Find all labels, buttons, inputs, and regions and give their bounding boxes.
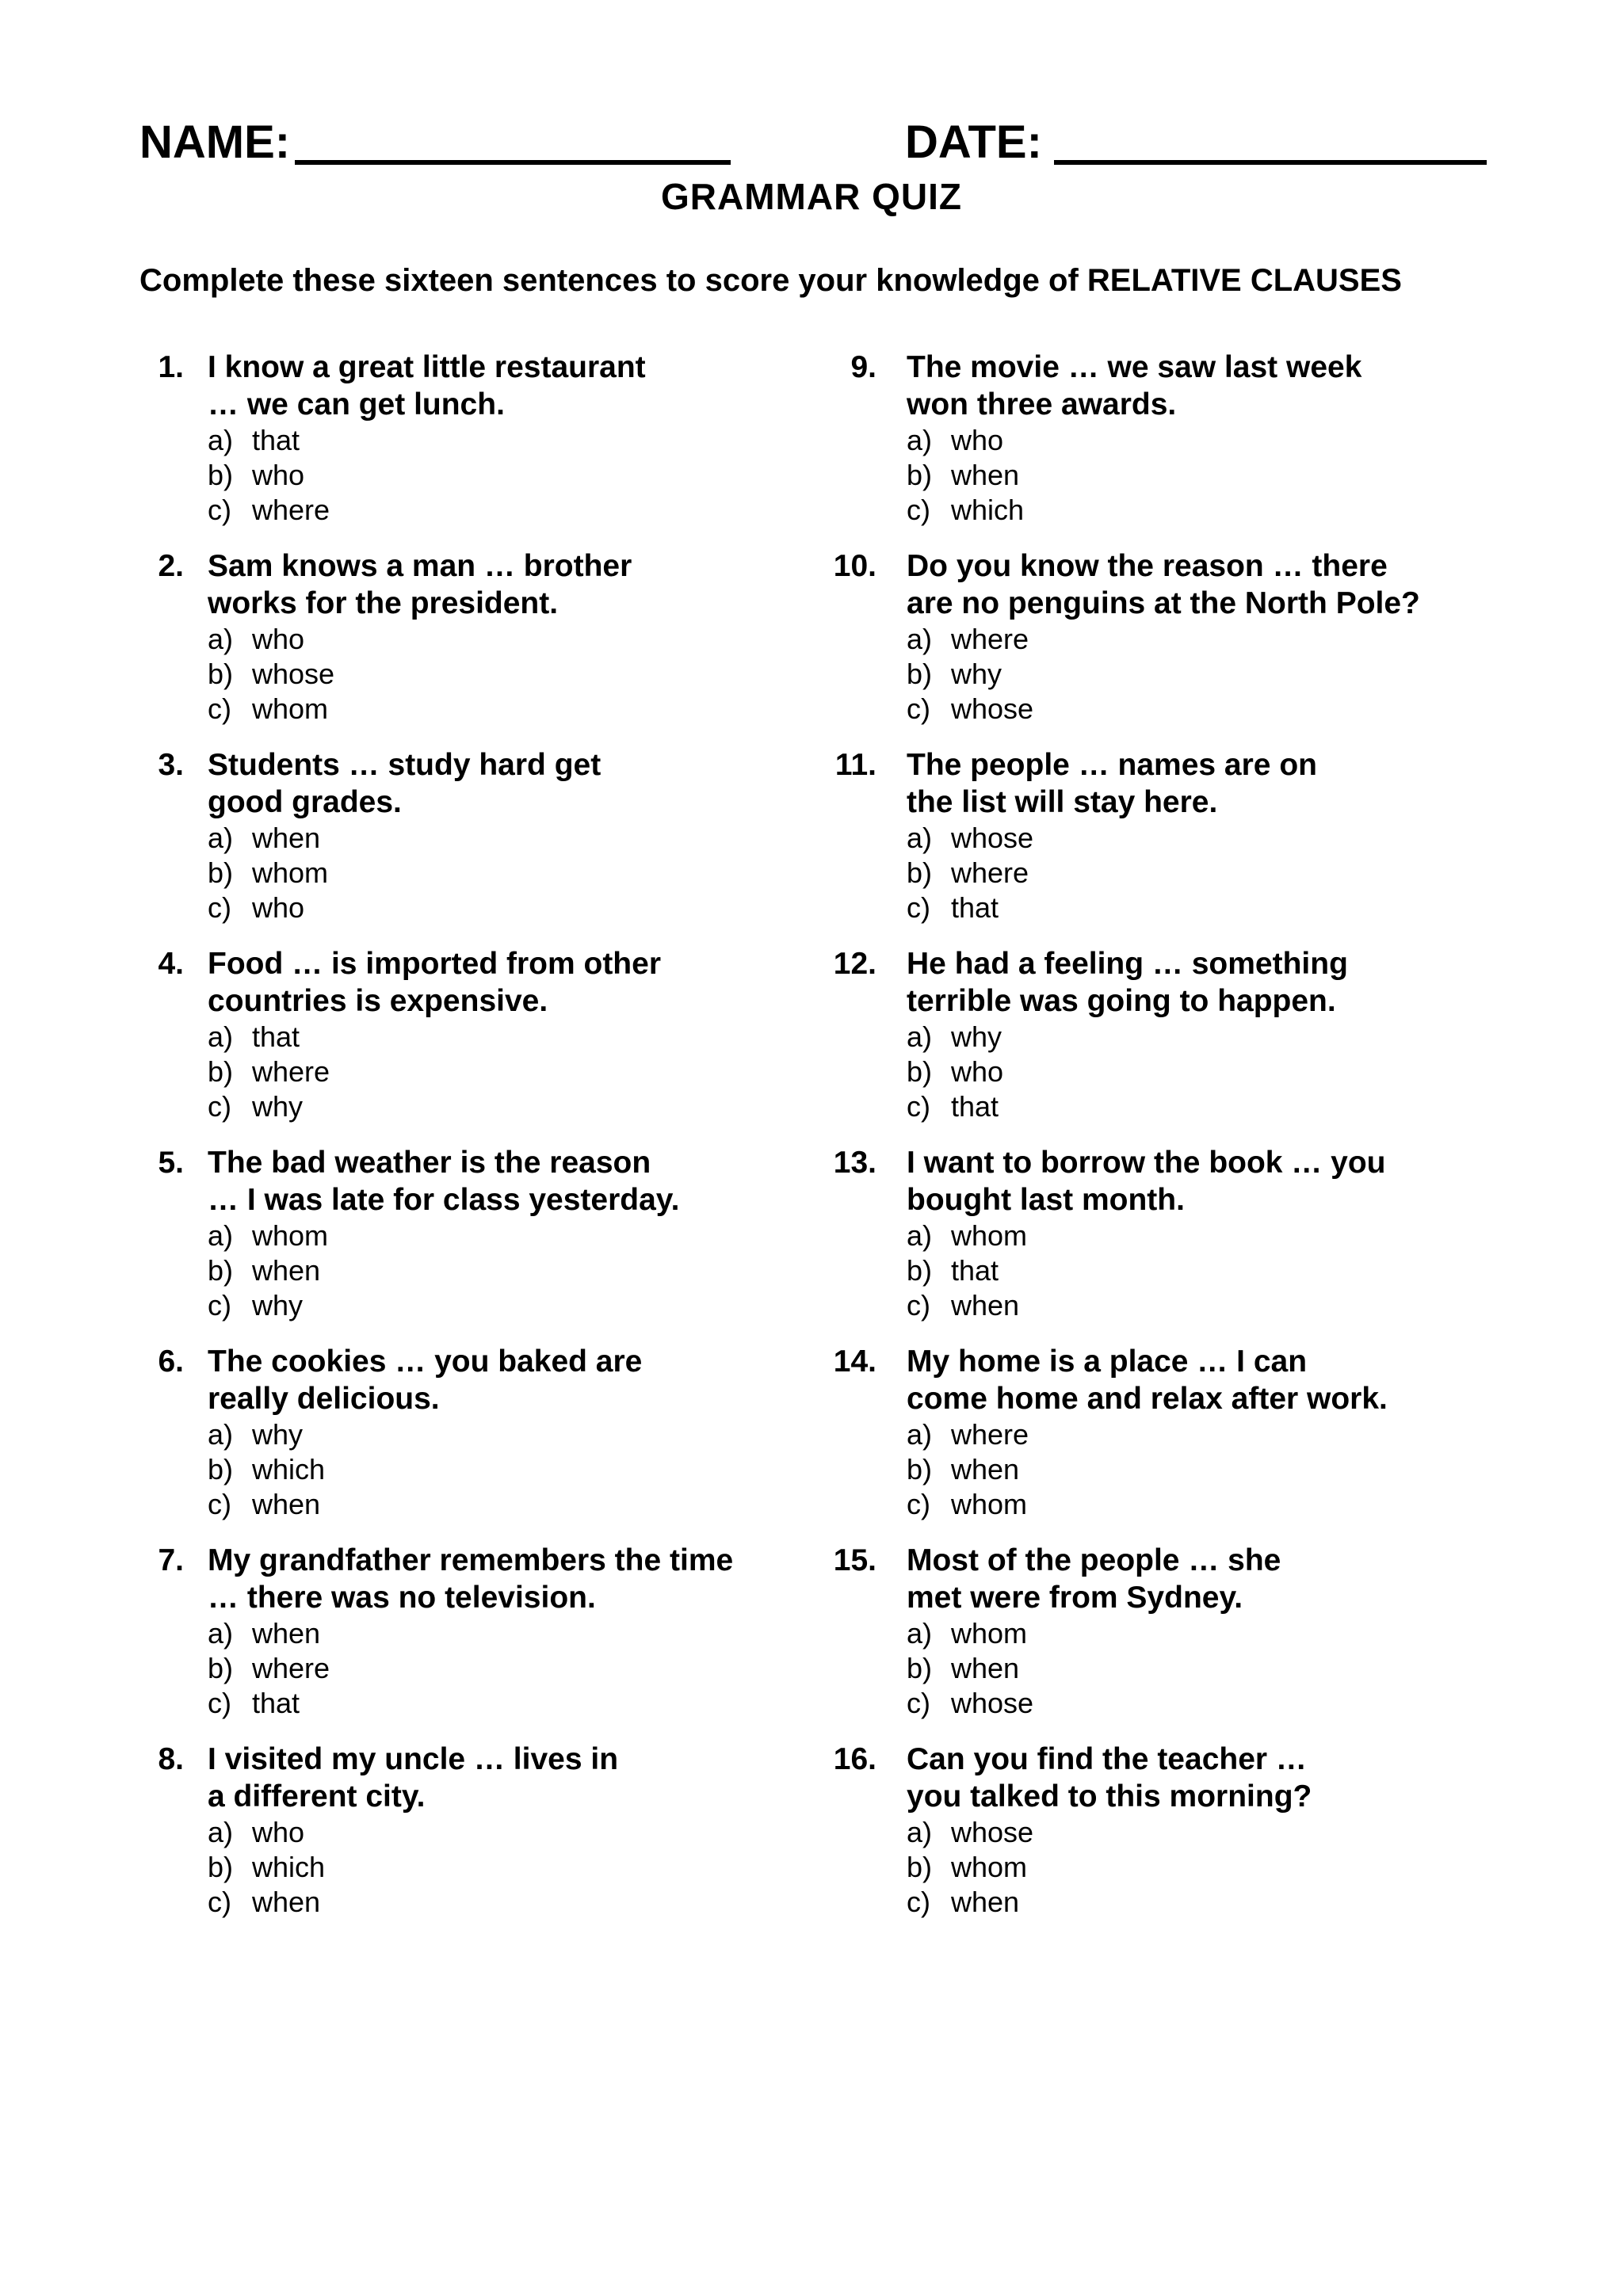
answer-option[interactable]: [907, 458, 1525, 493]
question-number: 12.: [833, 947, 876, 981]
question-text: good grades.: [208, 785, 402, 819]
question-body: [907, 1542, 1525, 1721]
option-text: when: [252, 822, 321, 854]
option-letter: a): [907, 1816, 933, 1848]
option-letter: c): [208, 1090, 231, 1123]
option-letter: c): [208, 494, 231, 526]
option-text: who: [252, 891, 305, 924]
answer-option[interactable]: [208, 1020, 810, 1055]
question-number: 7.: [158, 1543, 184, 1577]
option-text: where: [252, 1652, 330, 1684]
option-letter: b): [907, 658, 933, 690]
option-letter: c): [907, 1090, 930, 1123]
answer-option[interactable]: [208, 1686, 810, 1721]
answer-option[interactable]: [208, 458, 810, 493]
option-text: that: [252, 1020, 300, 1053]
instructions: Complete these sixteen sentences to score your knowledge of RELATIVE CLAUSES: [139, 263, 1402, 298]
question-item: [139, 1144, 805, 1343]
answer-option[interactable]: [907, 692, 1525, 727]
option-text: that: [951, 1254, 999, 1287]
option-letter: c): [208, 1289, 231, 1322]
option-text: why: [252, 1418, 304, 1451]
answer-option[interactable]: [208, 1850, 810, 1885]
option-text: who: [252, 623, 305, 655]
question-item: [139, 349, 805, 547]
option-letter: c): [208, 692, 231, 725]
option-letter: a): [208, 1418, 234, 1451]
option-letter: c): [208, 1687, 231, 1719]
question-number: 16.: [833, 1742, 876, 1776]
answer-option[interactable]: [208, 1885, 810, 1920]
option-text: whom: [252, 856, 329, 889]
option-letter: c): [907, 1886, 930, 1918]
question-number: 5.: [158, 1146, 184, 1180]
option-letter: b): [208, 459, 234, 491]
answer-option[interactable]: [208, 1616, 810, 1651]
option-text: which: [252, 1453, 326, 1486]
question-text: My home is a place … I can: [907, 1344, 1308, 1379]
option-letter: c): [907, 1488, 930, 1520]
question-body: [208, 1343, 810, 1522]
question-body: [208, 1741, 810, 1920]
question-number: 10.: [833, 549, 876, 583]
questions-column-left: [139, 349, 805, 1939]
option-letter: b): [208, 856, 234, 889]
option-text: why: [252, 1289, 304, 1322]
option-letter: b): [907, 1851, 933, 1883]
answer-option[interactable]: [208, 423, 810, 458]
question-text: The bad weather is the reason: [208, 1146, 651, 1180]
question-number: 11.: [834, 748, 876, 782]
question-text: He had a feeling … something: [907, 947, 1348, 981]
option-text: why: [951, 658, 1002, 690]
answer-option[interactable]: [208, 1253, 810, 1288]
option-text: whose: [951, 692, 1034, 725]
option-letter: a): [907, 1418, 933, 1451]
question-number: 4.: [158, 947, 184, 981]
question-body: [208, 349, 810, 528]
question-text: Food … is imported from other: [208, 947, 661, 981]
option-text: who: [951, 424, 1004, 456]
option-letter: a): [208, 1816, 234, 1848]
question-body: [907, 945, 1525, 1124]
answer-option[interactable]: [907, 1616, 1525, 1651]
answer-option[interactable]: [907, 1686, 1525, 1721]
option-letter: a): [208, 1617, 234, 1650]
option-text: when: [252, 1254, 321, 1287]
question-text: are no penguins at the North Pole?: [907, 586, 1420, 620]
question-text: Can you find the teacher …: [907, 1742, 1307, 1776]
date-blank-line[interactable]: [1054, 160, 1487, 165]
option-text: whom: [252, 692, 329, 725]
option-letter: a): [907, 623, 933, 655]
option-text: when: [951, 459, 1020, 491]
answer-option[interactable]: [907, 1253, 1525, 1288]
answer-option[interactable]: [208, 856, 810, 891]
question-text: really delicious.: [208, 1382, 440, 1416]
option-letter: b): [208, 1652, 234, 1684]
question-text: the list will stay here.: [907, 785, 1218, 819]
option-letter: a): [907, 1617, 933, 1650]
question-body: [907, 1144, 1525, 1323]
option-text: where: [951, 623, 1029, 655]
answer-option[interactable]: [208, 692, 810, 727]
option-text: which: [951, 494, 1025, 526]
question-item: [812, 945, 1525, 1144]
answer-option[interactable]: [208, 1288, 810, 1323]
option-letter: b): [907, 1055, 933, 1088]
question-text: … I was late for class yesterday.: [208, 1183, 680, 1217]
question-number: 2.: [158, 549, 184, 583]
answer-option[interactable]: [907, 1885, 1525, 1920]
option-text: whose: [951, 822, 1034, 854]
question-item: [139, 547, 805, 746]
option-text: where: [252, 1055, 330, 1088]
question-body: [907, 547, 1525, 727]
name-blank-line[interactable]: [295, 160, 731, 165]
question-number: 3.: [158, 748, 184, 782]
answer-option[interactable]: [907, 856, 1525, 891]
question-item: [139, 1343, 805, 1542]
option-text: whom: [951, 1617, 1028, 1650]
question-number: 13.: [833, 1146, 876, 1180]
question-body: [907, 1741, 1525, 1920]
question-text: won three awards.: [907, 387, 1177, 421]
option-text: why: [252, 1090, 304, 1123]
question-item: [812, 547, 1525, 746]
option-text: whose: [951, 1687, 1034, 1719]
answer-option[interactable]: [208, 1089, 810, 1124]
option-letter: c): [907, 1289, 930, 1322]
question-text: met were from Sydney.: [907, 1581, 1243, 1615]
option-letter: a): [208, 1020, 234, 1053]
option-text: who: [252, 459, 305, 491]
question-body: [208, 1542, 810, 1721]
question-text: Students … study hard get: [208, 748, 601, 782]
questions-column-right: [812, 349, 1525, 1939]
answer-option[interactable]: [208, 1219, 810, 1253]
option-text: where: [951, 856, 1029, 889]
question-number: 8.: [158, 1742, 184, 1776]
answer-option[interactable]: [907, 1288, 1525, 1323]
question-item: [812, 1542, 1525, 1741]
question-text: Do you know the reason … there: [907, 549, 1388, 583]
option-text: whose: [951, 1816, 1034, 1848]
question-text: I want to borrow the book … you: [907, 1146, 1386, 1180]
answer-option[interactable]: [907, 657, 1525, 692]
answer-option[interactable]: [208, 821, 810, 856]
answer-option[interactable]: [208, 1815, 810, 1850]
question-item: [812, 1343, 1525, 1542]
question-text: I visited my uncle … lives in: [208, 1742, 619, 1776]
option-letter: a): [208, 623, 234, 655]
option-text: who: [951, 1055, 1004, 1088]
question-body: [907, 1343, 1525, 1522]
option-letter: b): [907, 1254, 933, 1287]
answer-option[interactable]: [208, 1417, 810, 1452]
option-text: when: [951, 1453, 1020, 1486]
option-letter: b): [907, 1652, 933, 1684]
option-text: when: [252, 1886, 321, 1918]
option-text: where: [951, 1418, 1029, 1451]
option-text: why: [951, 1020, 1002, 1053]
option-letter: a): [907, 1219, 933, 1252]
question-text: I know a great little restaurant: [208, 350, 646, 384]
option-letter: b): [208, 658, 234, 690]
question-text: works for the president.: [208, 586, 559, 620]
option-text: that: [951, 1090, 999, 1123]
question-text: a different city.: [208, 1779, 426, 1814]
question-text: terrible was going to happen.: [907, 984, 1336, 1018]
name-label: NAME:: [139, 116, 291, 168]
answer-option[interactable]: [907, 1055, 1525, 1089]
question-item: [139, 945, 805, 1144]
question-body: [907, 746, 1525, 925]
answer-option[interactable]: [208, 1055, 810, 1089]
option-letter: b): [208, 1851, 234, 1883]
answer-option[interactable]: [907, 1487, 1525, 1522]
answer-option[interactable]: [907, 1651, 1525, 1686]
option-text: when: [951, 1289, 1020, 1322]
question-item: [812, 349, 1525, 547]
option-text: where: [252, 494, 330, 526]
option-text: that: [951, 891, 999, 924]
answer-option[interactable]: [208, 1452, 810, 1487]
question-body: [208, 1144, 810, 1323]
answer-option[interactable]: [907, 1219, 1525, 1253]
option-letter: c): [208, 891, 231, 924]
question-text: My grandfather remembers the time: [208, 1543, 734, 1577]
header-row: [139, 111, 1487, 174]
question-item: [812, 1741, 1525, 1939]
date-label: DATE:: [905, 116, 1042, 168]
option-text: whom: [951, 1488, 1028, 1520]
question-body: [208, 547, 810, 727]
option-letter: a): [208, 1219, 234, 1252]
question-text: Most of the people … she: [907, 1543, 1281, 1577]
option-letter: a): [907, 424, 933, 456]
question-item: [139, 1542, 805, 1741]
answer-option[interactable]: [208, 622, 810, 657]
option-letter: b): [907, 1453, 933, 1486]
question-item: [812, 1144, 1525, 1343]
option-letter: a): [907, 822, 933, 854]
question-text: … there was no television.: [208, 1581, 596, 1615]
question-number: 15.: [833, 1543, 876, 1577]
question-body: [208, 945, 810, 1124]
option-letter: c): [907, 891, 930, 924]
question-text: come home and relax after work.: [907, 1382, 1388, 1416]
option-letter: c): [907, 692, 930, 725]
option-letter: b): [907, 856, 933, 889]
option-letter: a): [208, 424, 234, 456]
question-number: 1.: [158, 350, 184, 384]
option-letter: a): [907, 1020, 933, 1053]
answer-option[interactable]: [208, 657, 810, 692]
option-text: when: [252, 1617, 321, 1650]
answer-option[interactable]: [208, 493, 810, 528]
answer-option[interactable]: [907, 821, 1525, 856]
option-text: when: [951, 1652, 1020, 1684]
question-item: [812, 746, 1525, 945]
question-text: The people … names are on: [907, 748, 1317, 782]
question-body: [208, 746, 810, 925]
question-number: 14.: [833, 1344, 876, 1379]
answer-option[interactable]: [907, 1020, 1525, 1055]
option-letter: c): [208, 1488, 231, 1520]
answer-option[interactable]: [907, 1850, 1525, 1885]
answer-option[interactable]: [907, 622, 1525, 657]
question-item: [139, 1741, 805, 1939]
answer-option[interactable]: [208, 1651, 810, 1686]
question-text: … we can get lunch.: [208, 387, 505, 421]
question-text: you talked to this morning?: [907, 1779, 1312, 1814]
option-letter: b): [907, 459, 933, 491]
question-body: [907, 349, 1525, 528]
answer-option[interactable]: [907, 1452, 1525, 1487]
question-number: 9.: [850, 350, 876, 384]
question-item: [139, 746, 805, 945]
option-text: whose: [252, 658, 335, 690]
question-text: countries is expensive.: [208, 984, 548, 1018]
answer-option[interactable]: [208, 891, 810, 925]
option-text: who: [252, 1816, 305, 1848]
question-text: The movie … we saw last week: [907, 350, 1362, 384]
option-text: whom: [252, 1219, 329, 1252]
answer-option[interactable]: [907, 1417, 1525, 1452]
option-text: which: [252, 1851, 326, 1883]
option-letter: b): [208, 1254, 234, 1287]
option-text: that: [252, 1687, 300, 1719]
question-text: Sam knows a man … brother: [208, 549, 632, 583]
answer-option[interactable]: [208, 1487, 810, 1522]
answer-option[interactable]: [907, 423, 1525, 458]
answer-option[interactable]: [907, 1815, 1525, 1850]
answer-option[interactable]: [907, 493, 1525, 528]
option-letter: b): [208, 1453, 234, 1486]
option-text: that: [252, 424, 300, 456]
question-text: The cookies … you baked are: [208, 1344, 643, 1379]
option-letter: c): [208, 1886, 231, 1918]
option-letter: c): [907, 494, 930, 526]
option-text: whom: [951, 1219, 1028, 1252]
option-text: when: [252, 1488, 321, 1520]
option-letter: c): [907, 1687, 930, 1719]
question-text: bought last month.: [907, 1183, 1185, 1217]
option-text: when: [951, 1886, 1020, 1918]
option-text: whom: [951, 1851, 1028, 1883]
question-number: 6.: [158, 1344, 184, 1379]
answer-option[interactable]: [907, 1089, 1525, 1124]
option-letter: b): [208, 1055, 234, 1088]
quiz-title: GRAMMAR QUIZ: [661, 176, 962, 217]
answer-option[interactable]: [907, 891, 1525, 925]
option-letter: a): [208, 822, 234, 854]
